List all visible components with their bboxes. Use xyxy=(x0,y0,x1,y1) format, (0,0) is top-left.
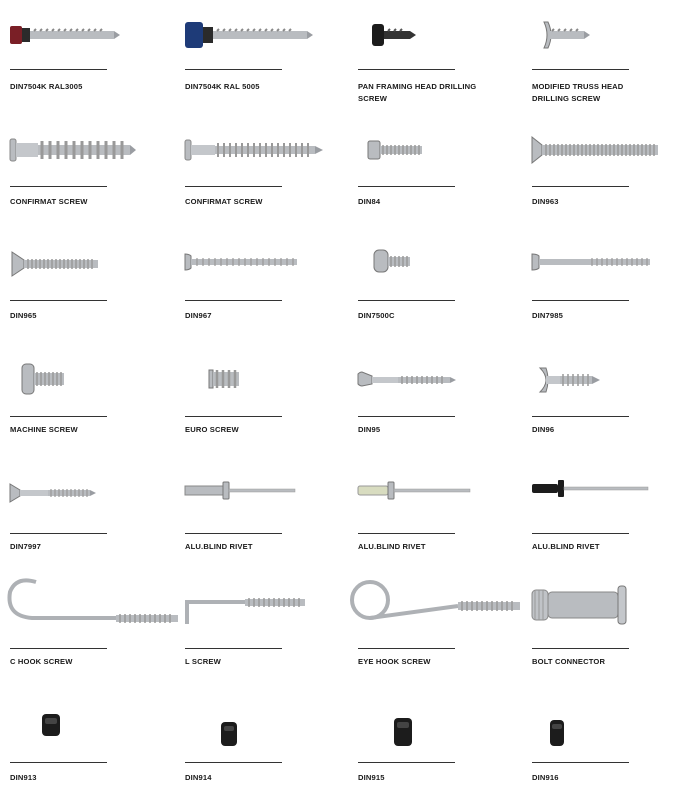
product-label: DIN7504K RAL 5005 xyxy=(185,82,260,91)
product-label: PAN FRAMING HEAD DRILLING SCREW xyxy=(358,82,477,103)
product-label: ALU.BLIND RIVET xyxy=(358,542,426,551)
thread-forming-screw-image xyxy=(358,248,508,308)
divider-line xyxy=(358,533,455,534)
blind-rivet-white-image xyxy=(358,478,508,538)
divider-line xyxy=(532,648,629,649)
product-label: CONFIRMAT SCREW xyxy=(10,197,88,206)
divider-line xyxy=(10,300,107,301)
divider-line xyxy=(185,648,282,649)
blind-rivet-black-image xyxy=(532,478,675,538)
product-label: EURO SCREW xyxy=(185,425,239,434)
divider-line xyxy=(185,533,282,534)
divider-line xyxy=(532,69,629,70)
product-label: ALU.BLIND RIVET xyxy=(185,542,253,551)
product-label: DIN96 xyxy=(532,425,555,434)
product-label: MACHINE SCREW xyxy=(10,425,78,434)
divider-line xyxy=(358,186,455,187)
set-screw-black-image xyxy=(532,712,675,772)
divider-line xyxy=(10,416,107,417)
product-label: DIN913 xyxy=(10,773,37,782)
product-label: C HOOK SCREW xyxy=(10,657,73,666)
product-label: DIN95 xyxy=(358,425,381,434)
pan-head-long-screw-image xyxy=(185,248,335,308)
l-screw-image xyxy=(185,576,335,636)
product-label: BOLT CONNECTOR xyxy=(532,657,606,666)
divider-line xyxy=(532,762,629,763)
divider-line xyxy=(358,300,455,301)
divider-line xyxy=(10,762,107,763)
hex-washer-screw-blue-image xyxy=(185,20,335,80)
set-screw-black-image xyxy=(185,712,335,772)
divider-line xyxy=(10,533,107,534)
divider-line xyxy=(185,416,282,417)
raised-countersunk-wood-screw-image xyxy=(358,362,508,422)
pan-head-long-screw-image xyxy=(532,248,675,308)
divider-line xyxy=(185,69,282,70)
product-label: DIN84 xyxy=(358,197,381,206)
black-framing-screw-image xyxy=(358,20,508,80)
set-screw-black-image xyxy=(10,712,160,772)
product-label: DIN7985 xyxy=(532,311,564,320)
product-label: DIN967 xyxy=(185,311,212,320)
divider-line xyxy=(10,69,107,70)
product-label: DIN7504K RAL3005 xyxy=(10,82,83,91)
product-label: DIN7997 xyxy=(10,542,42,551)
divider-line xyxy=(532,300,629,301)
divider-line xyxy=(10,648,107,649)
product-label: DIN963 xyxy=(532,197,559,206)
product-label: MODIFIED TRUSS HEAD DRILLING SCREW xyxy=(532,82,624,103)
divider-line xyxy=(185,762,282,763)
product-label: ALU.BLIND RIVET xyxy=(532,542,600,551)
divider-line xyxy=(532,533,629,534)
product-label: CONFIRMAT SCREW xyxy=(185,197,263,206)
blind-rivet-image xyxy=(185,478,335,538)
countersunk-screw-image xyxy=(10,248,160,308)
divider-line xyxy=(532,186,629,187)
product-label: L SCREW xyxy=(185,657,221,666)
divider-line xyxy=(358,416,455,417)
divider-line xyxy=(532,416,629,417)
divider-line xyxy=(358,69,455,70)
divider-line xyxy=(185,300,282,301)
product-label: DIN965 xyxy=(10,311,37,320)
product-label: DIN915 xyxy=(358,773,385,782)
set-screw-black-image xyxy=(358,712,508,772)
bolt-connector-image xyxy=(532,576,675,636)
eye-hook-screw-image xyxy=(348,576,498,636)
divider-line xyxy=(185,186,282,187)
product-label: EYE HOOK SCREW xyxy=(358,657,431,666)
truss-drilling-screw-image xyxy=(532,20,675,80)
divider-line xyxy=(10,186,107,187)
euro-screw-image xyxy=(185,362,335,422)
c-hook-screw-image xyxy=(6,576,156,636)
round-head-wood-screw-image xyxy=(532,362,675,422)
divider-line xyxy=(358,648,455,649)
divider-line xyxy=(358,762,455,763)
product-label: DIN916 xyxy=(532,773,559,782)
product-label: DIN914 xyxy=(185,773,212,782)
product-label: DIN7500C xyxy=(358,311,395,320)
hex-washer-screw-red-image xyxy=(10,20,160,80)
countersunk-wood-screw-image xyxy=(10,478,160,538)
machine-screw-image xyxy=(10,362,160,422)
